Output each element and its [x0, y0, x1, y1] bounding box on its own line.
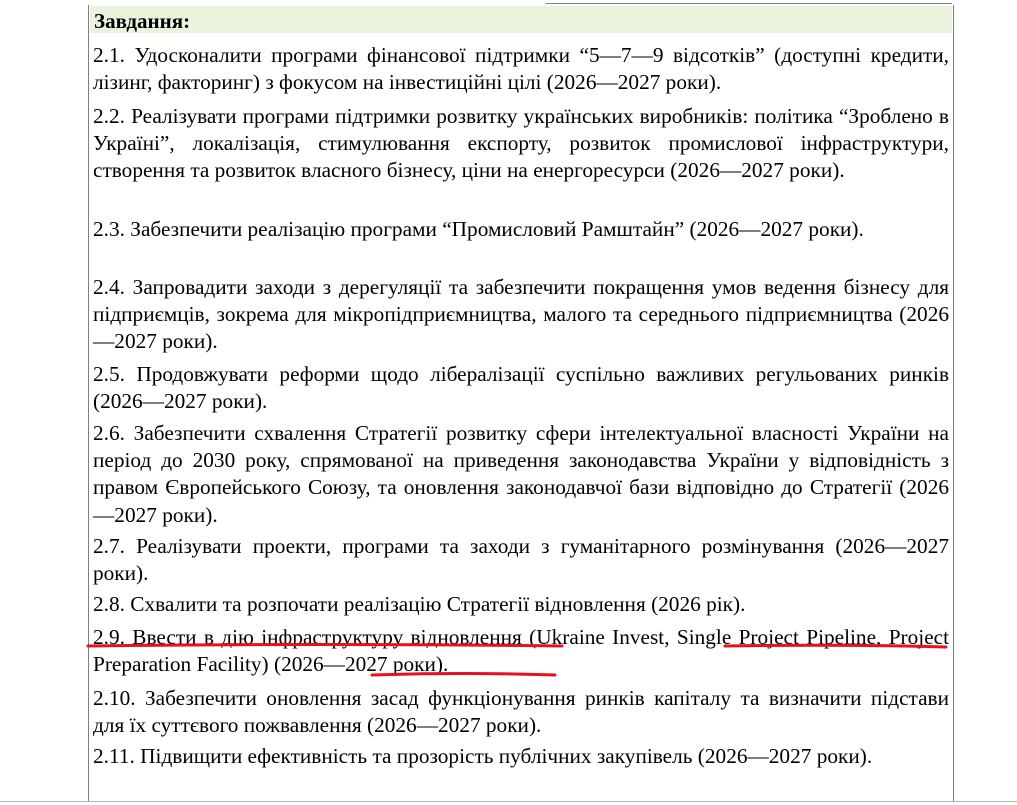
task-number: 2.11.	[93, 744, 135, 768]
task-text: Реалізувати проекти, програми та заходи з гуманітарного розмінування (2026—2027 роки).	[93, 534, 949, 586]
task-item-2-9	[93, 624, 949, 678]
task-text: Реалізувати програми підтримки розвитку українських виробників: політика “Зроблено в Україні”, локалізація, стимулювання експорту, розвиток промислової інфраструктури, створення та розвиток власного бізнесу, ціни на енергоресурси (2026—2027 роки).	[93, 104, 949, 183]
task-text: Забезпечити оновлення засад функціонування ринків капіталу та визначити підстави для їх суттєвого пожвавлення (2026—2027 роки).	[93, 686, 950, 738]
underlined-phrase-recovery-infrastructure: Ввести в дію інфраструктуру відновлення	[132, 625, 522, 649]
task-number: 2.10.	[93, 686, 136, 710]
task-text: Схвалити та розпочати реалізацію Стратегії відновлення (2026 рік).	[130, 592, 746, 616]
task-item-2-8	[93, 591, 949, 618]
top-table-rule	[546, 0, 952, 4]
task-text: (Ukraine Invest,	[521, 625, 677, 649]
task-text: Запровадити заходи з дерегуляції та забезпечити покращення умов ведення бізнесу для підприємців, зокрема для мікропідприємництва, малого та середнього підприємництва (2026—2027 роки).	[93, 275, 949, 354]
underlined-phrase-years: (2026—2027 роки)	[273, 652, 444, 677]
bottom-page-rule	[0, 801, 1017, 802]
task-text: Продовжувати реформи щодо лібералізації суспільно важливих регульованих ринків (2026—2027 роки).	[93, 362, 950, 414]
task-item-2-3	[93, 216, 949, 243]
task-text: Удосконалити програми фінансової підтримки “5—7—9 відсотків” (доступні кредити, лізинг, факторинг) з фокусом на інвестиційні цілі (2026—2027 роки).	[93, 43, 949, 95]
task-item-2-10	[93, 685, 949, 739]
task-number: 2.5.	[93, 362, 125, 386]
task-number: 2.6.	[93, 421, 125, 445]
task-item-2-4	[93, 274, 949, 356]
task-item-2-7	[93, 533, 949, 587]
task-text: .	[443, 652, 449, 677]
task-number: 2.8.	[93, 592, 125, 616]
task-text: Забезпечити реалізацію програми “Промисловий Рамштайн” (2026—2027 роки).	[130, 217, 864, 241]
task-text: Підвищити ефективність та прозорість публічних закупівель (2026—2027 роки).	[140, 744, 873, 768]
task-item-2-1	[93, 42, 949, 96]
task-text: ,	[876, 625, 882, 649]
task-number: 2.3.	[93, 217, 125, 241]
document-table	[88, 5, 954, 801]
underlined-phrase-single-project-pipeline: Single Project Pipeline	[676, 625, 877, 649]
section-title: Завдання:	[94, 9, 191, 33]
task-number: 2.7.	[93, 534, 125, 558]
task-number: 2.4.	[93, 275, 125, 299]
task-item-2-6	[93, 420, 949, 529]
task-number: 2.2.	[93, 104, 125, 128]
task-item-2-5	[93, 361, 949, 415]
task-item-2-11	[93, 743, 949, 770]
task-text: Забезпечити схвалення Стратегії розвитку сфери інтелектуальної власності України на період до 2030 року, спрямованої на приведення законодавства України у відповідність з правом Європейського Союзу, та оновлення законодавчої бази відповідно до Стратегії (2026—2027 роки).	[93, 421, 949, 527]
task-text: Project Preparation Facility)	[93, 625, 950, 677]
section-header	[90, 6, 952, 33]
task-number: 2.1.	[93, 43, 125, 67]
task-number: 2.9.	[93, 625, 125, 649]
task-item-2-2	[93, 103, 949, 185]
